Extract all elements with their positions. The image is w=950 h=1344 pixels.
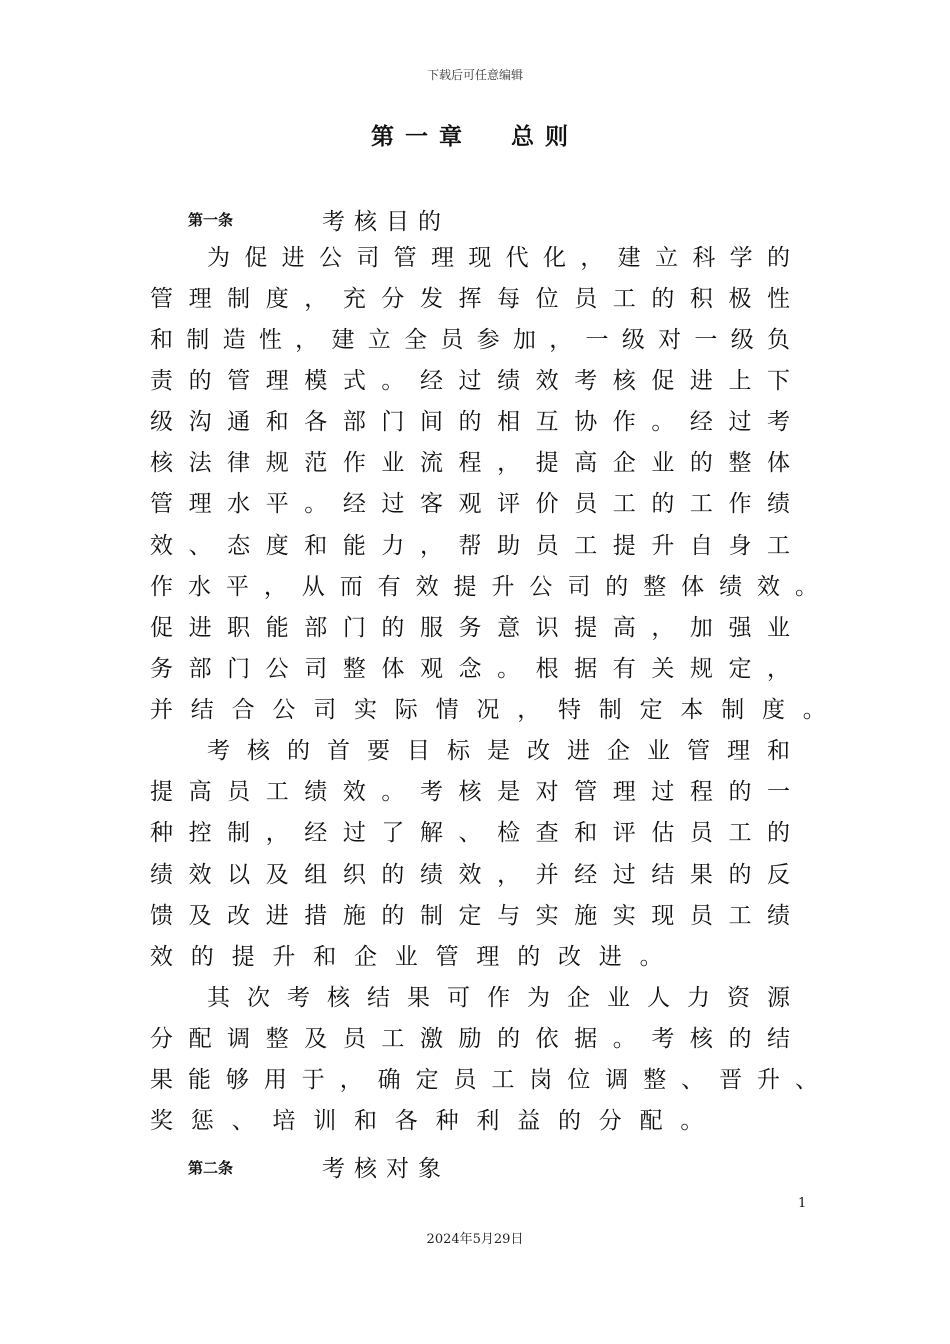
text-line: 种控制，经过了解、检查和评估员工的 — [150, 820, 790, 846]
text-line: 并结合公司实际情况，特制定本制度。 — [150, 697, 844, 723]
text-line: 奖惩、培训和各种利益的分配。 — [150, 1108, 722, 1134]
text-line: 为促进公司管理现代化，建立科学的 — [207, 245, 790, 271]
article-title-2: 考核对象 — [322, 1156, 450, 1182]
article-label-1: 第一条 — [188, 211, 234, 229]
article-title-1: 考核目的 — [322, 209, 450, 235]
page-number: 1 — [798, 1196, 807, 1211]
text-line: 促进职能部门的服务意识提高，加强业 — [150, 615, 790, 641]
chapter-title: 第一章 总则 — [370, 124, 579, 150]
text-line: 效的提升和企业管理的改进。 — [150, 944, 681, 970]
text-line: 务部门公司整体观念。根据有关规定， — [150, 656, 790, 682]
text-line: 考核的首要目标是改进企业管理和 — [207, 738, 790, 764]
page-footer-date: 2024年5月29日 — [426, 1232, 524, 1247]
text-line: 作水平，从而有效提升公司的整体绩效。 — [150, 574, 818, 600]
text-line: 和制造性，建立全员参加，一级对一级负 — [150, 327, 790, 353]
text-line: 提高员工绩效。考核是对管理过程的一 — [150, 779, 790, 805]
text-line: 级沟通和各部门间的相互协作。经过考 — [150, 409, 790, 435]
text-line: 责的管理模式。经过绩效考核促进上下 — [150, 368, 790, 394]
text-line: 绩效以及组织的绩效，并经过结果的反 — [150, 862, 790, 888]
text-line: 果能够用于，确定员工岗位调整、晋升、 — [150, 1067, 818, 1093]
page-header: 下载后可任意编辑 — [426, 68, 523, 82]
text-line: 效、态度和能力，帮助员工提升自身工 — [150, 533, 790, 559]
text-line: 其次考核结果可作为企业人力资源 — [207, 985, 790, 1011]
text-line: 核法律规范作业流程，提高企业的整体 — [150, 450, 790, 476]
text-line: 馈及改进措施的制定与实施实现员工绩 — [150, 903, 790, 929]
article-label-2: 第二条 — [188, 1159, 234, 1177]
text-line: 分配调整及员工激励的依据。考核的结 — [150, 1026, 790, 1052]
text-line: 管理制度，充分发挥每位员工的积极性 — [150, 286, 790, 312]
text-line: 管理水平。经过客观评价员工的工作绩 — [150, 491, 790, 517]
